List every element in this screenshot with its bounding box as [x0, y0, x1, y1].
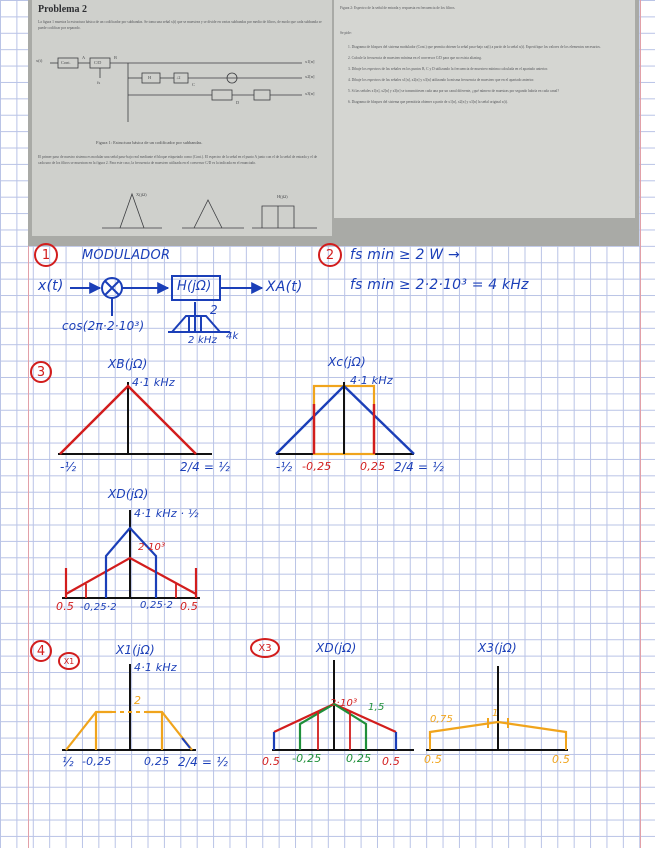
x3-unit-tick: 1 — [492, 708, 499, 719]
x1-right-tick: 2/4 = ½ — [178, 755, 229, 769]
xd2-green-level: 1,5 — [368, 702, 385, 713]
nyquist-line-1: fs min ≥ 2 W → — [350, 247, 460, 263]
xd2-right-tick: 0.5 — [382, 755, 401, 768]
block-label: H(jΩ) — [277, 194, 288, 199]
nyquist-line-2: fs min ≥ 2·2·10³ = 4 kHz — [350, 277, 529, 293]
block-label: x3[n] — [305, 91, 315, 96]
block-label: x1[n] — [305, 59, 315, 64]
problem-title: Problema 2 — [38, 4, 87, 15]
question-item: 1. Diagrama de bloques del sistema modulador (Cont.) que permita obtener la señal paso-bajo xa(t) a partir de la señal x(t). Especifique los valores de los elementos necesarios. — [348, 45, 601, 49]
xc-pos-quarter: 0,25 — [360, 460, 386, 473]
spectrum-xb — [58, 382, 212, 454]
xb-right-tick: 2/4 = ½ — [180, 460, 231, 474]
xd2-left-tick: 0.5 — [262, 755, 281, 768]
section-3-number: 3 — [30, 361, 52, 383]
xd2-pos-quarter: 0,25 — [346, 752, 372, 765]
figure-body: El primer paso de nuestro sistema es modular una señal paso-bajo real mediante el bloque etiquetado como (Cont.). El espectro de la señal en el punto A junto con el de la señal de entrada y el de cada uno de los filtros se muestran en la figura 2. Para este caso, la frecuencia de muestreo utilizada en el conversor C/D es la indicada en el enunciado. — [38, 155, 319, 165]
xc-peak: 4·1 kHz — [350, 374, 393, 387]
problem-intro: La figura 1 muestra la estructura básica de un codificador por subbandas. Se toma una señal x(t) que se muestrea y se divide en varias subbandas por medio de filtros, de modo que cada subbanda se puede codificar por separado. — [38, 20, 323, 30]
block-label: C/D — [94, 60, 102, 65]
xd2-mid-level: 2·10³ — [330, 698, 358, 709]
block-label: C — [192, 82, 195, 87]
section-4-number: 4 — [30, 640, 52, 662]
x3-right-tick: 0.5 — [552, 753, 571, 766]
x1-pos-quarter: 0,25 — [144, 755, 170, 768]
section-1-number: 1 — [34, 243, 58, 267]
xc-neg-quarter: -0,25 — [302, 460, 332, 473]
x3-title: X3(jΩ) — [478, 641, 517, 655]
block-label: D — [236, 100, 240, 105]
modulator-title: MODULADOR — [82, 248, 171, 263]
block-label: A — [82, 55, 86, 60]
se-pide: Se pide: — [340, 31, 352, 35]
xd2-title: XD(jΩ) — [316, 641, 357, 655]
xd-left-tick: 0.5 — [56, 600, 75, 613]
question-item: 4. Dibuje los espectros de las señales x1[n], x2[n] y x3[n] utilizando la misma frecuencia de muestreo que en el apartado anterior. — [348, 78, 535, 82]
input-signal: x(t) — [38, 278, 64, 294]
xd-right-tick: 0.5 — [180, 600, 199, 613]
x3-left-tick: 0.5 — [424, 753, 443, 766]
filter-bandwidth: 2 kHz — [188, 335, 218, 346]
block-label: x(t) — [36, 58, 43, 63]
carrier-label: cos(2π·2·10³) — [62, 319, 145, 333]
xb-title: XB(jΩ) — [108, 357, 148, 371]
block-label: X(jΩ) — [136, 192, 147, 197]
section-4-sub-x1: X1 — [58, 652, 80, 670]
xc-left-tick: -½ — [276, 460, 293, 474]
question-item: 3. Dibuje los espectros de las señales en los puntos B, C y D utilizando la frecuencia de muestreo mínima calculada en el apartado anterior. — [348, 67, 548, 71]
xd-peak: 4·1 kHz · ½ — [134, 507, 199, 520]
xd-neg-quarter: -0,25·2 — [80, 602, 117, 613]
question-item: 2. Calcule la frecuencia de muestreo mínima en el conversor C/D para que no exista aliasing. — [348, 56, 482, 60]
xb-left-tick: -½ — [60, 460, 77, 474]
xd2-neg-quarter: -0,25 — [292, 752, 322, 765]
block-label: ↓2 — [176, 75, 181, 80]
filter-gain: 2 — [210, 303, 218, 317]
x1-title: X1(jΩ) — [116, 643, 155, 657]
xc-right-tick: 2/4 = ½ — [394, 460, 445, 474]
spectrum-x1 — [62, 664, 196, 750]
xb-peak: 4·1 kHz — [132, 376, 175, 389]
spectrum-xc — [276, 382, 414, 454]
x1-gain: 2 — [134, 694, 142, 707]
output-signal: XA(t) — [266, 279, 303, 295]
x1-peak: 4·1 kHz — [134, 661, 177, 674]
x1-left-tick: ½ — [62, 755, 74, 769]
filter-label: H(jΩ) — [177, 279, 212, 294]
block-label: H — [148, 75, 152, 80]
xd-mid-level: 2·10³ — [138, 542, 166, 553]
question-item: 5. Si las señales x1[n], x2[n] y x3[n] se transmitiesen cada una por un canal diferente, ¿qué número de muestras por segundo habría en cada canal? — [348, 89, 559, 93]
question-item: 6. Diagrama de bloques del sistema que permitiría obtener a partir de x1[n], x2[n] y x3[n] la señal original x(t). — [348, 100, 508, 104]
block-label: B — [114, 55, 117, 60]
xc-title: Xc(jΩ) — [328, 355, 366, 369]
x1-neg-quarter: -0,25 — [82, 755, 112, 768]
block-label: Cont. — [61, 60, 71, 65]
block-label: x2[n] — [305, 74, 315, 79]
xd-pos-quarter: 0,25·2 — [140, 600, 174, 611]
section-2-number: 2 — [318, 243, 342, 267]
section-4-sub-x3: X3 — [250, 638, 280, 658]
figure1-caption: Figura 1: Estructura básica de un codificador por subbandas. — [96, 140, 203, 145]
figure2-caption: Figura 2: Espectro de la señal de entrada y respuesta en frecuencia de los filtros. — [340, 6, 456, 10]
block-label: fs — [97, 80, 101, 85]
xd-title: XD(jΩ) — [108, 487, 149, 501]
spectrum-xd — [62, 510, 200, 598]
x3-level: 0,75 — [430, 714, 454, 725]
filter-bandwidth-2: 4k — [226, 331, 239, 342]
